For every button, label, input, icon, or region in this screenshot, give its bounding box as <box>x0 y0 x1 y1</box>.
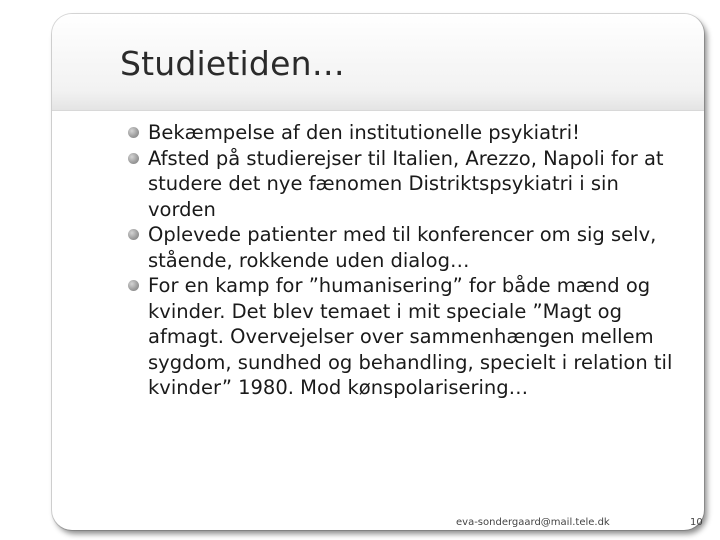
bullet-dot-icon <box>128 153 139 164</box>
page-number: 10 <box>690 517 703 528</box>
bullet-text: Oplevede patienter med til konferencer om sig selv, stående, rokkende uden dialog… <box>148 223 657 272</box>
bullet-dot-icon <box>128 127 139 138</box>
bullet-dot-icon <box>128 280 139 291</box>
bullet-text: For en kamp for ”humanisering” for både mænd og kvinder. Det blev temaet i mit speciale ”Magt og afmagt. Overvejelser over sammenhængen mellem sygdom, sundhed og behandling, specielt i relation til kvinder” 1980. Mod kønspolarisering… <box>148 274 673 399</box>
bullet-item <box>128 222 688 273</box>
bullet-item <box>128 146 688 223</box>
bullet-text: Bekæmpelse af den institutionelle psykiatri! <box>148 121 580 144</box>
bullet-dot-icon <box>128 229 139 240</box>
footer-email: eva-sondergaard@mail.tele.dk <box>456 517 610 528</box>
slide-title: Studietiden… <box>120 44 345 83</box>
bullet-item <box>128 120 688 146</box>
bullet-text: Afsted på studierejser til Italien, Arezzo, Napoli for at studere det nye fænomen Distriktspsykiatri i sin vorden <box>148 146 664 221</box>
bullet-list <box>128 120 688 401</box>
bullet-item <box>128 273 688 401</box>
title-divider <box>52 110 704 111</box>
